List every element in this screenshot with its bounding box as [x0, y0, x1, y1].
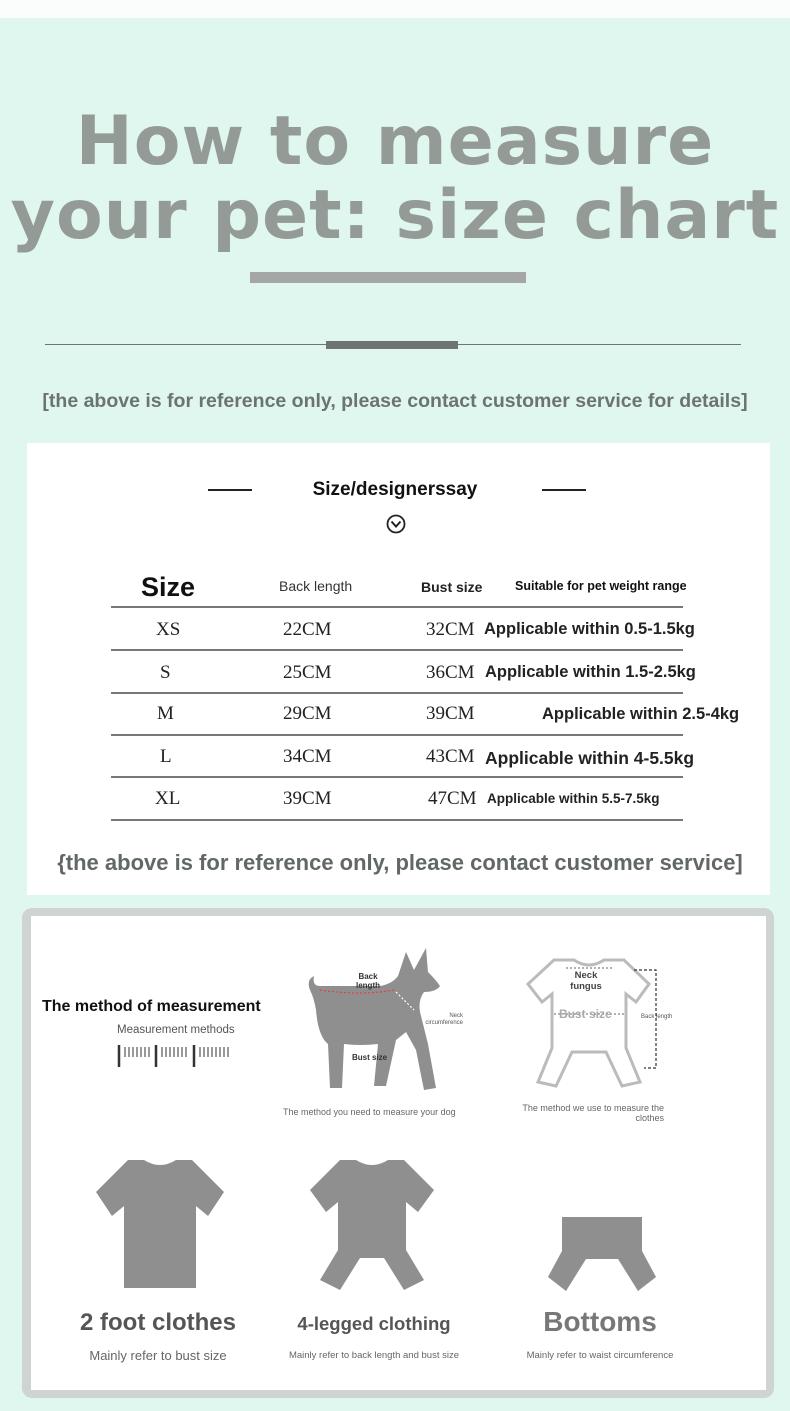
- type-title-2-foot: 2 foot clothes: [79, 1309, 236, 1336]
- header-back-length: Back length: [279, 578, 353, 594]
- type-desc-2-foot: Mainly refer to bust size: [89, 1348, 227, 1363]
- table-cell-bust: 36CM: [426, 662, 475, 683]
- header-size: Size: [141, 572, 196, 602]
- table-cell-weight: Applicable within 4-5.5kg: [485, 748, 695, 768]
- table-line: [111, 692, 683, 694]
- table-cell-size: XL: [155, 788, 181, 809]
- clothes-bust-label: Bust size: [559, 1007, 612, 1021]
- dog-caption: The method you need to measure your dog: [283, 1107, 456, 1117]
- table-line: [111, 734, 683, 736]
- table-cell-bust: 47CM: [428, 788, 477, 809]
- table-cell-size: L: [160, 746, 172, 767]
- header-weight-range: Suitable for pet weight range: [515, 579, 687, 593]
- method-title: The method of measurement: [42, 998, 261, 1015]
- table-cell-back: 39CM: [283, 788, 332, 809]
- card-subtitle: Size/designerssay: [312, 479, 478, 500]
- ruler-label: Measurement methods: [117, 1024, 235, 1036]
- type-desc-4-legged: Mainly refer to back length and bust size: [288, 1350, 460, 1361]
- table-cell-back: 29CM: [283, 703, 332, 724]
- page-title-line-1: How to measure: [75, 102, 715, 181]
- table-cell-size: S: [160, 662, 171, 683]
- table-cell-size: M: [157, 703, 174, 724]
- two-foot-clothes-icon: [94, 1158, 226, 1290]
- header-bust-size: Bust size: [421, 579, 483, 595]
- table-cell-weight: Applicable within 5.5-7.5kg: [487, 791, 660, 806]
- table-cell-back: 34CM: [283, 746, 332, 767]
- dog-bust-label: Bust size: [352, 1053, 388, 1062]
- title-underline: [250, 272, 526, 283]
- table-cell-bust: 32CM: [426, 619, 475, 640]
- type-desc-bottoms: Mainly refer to waist circumference: [526, 1350, 674, 1361]
- reference-note-top: [the above is for reference only, please contact customer service for details]: [42, 390, 748, 412]
- dog-neck-label: Neck circumference: [425, 1013, 463, 1026]
- clothes-back-label: Back length: [641, 1014, 673, 1020]
- clothes-neck-label: Neck fungus: [570, 970, 602, 992]
- type-title-4-legged: 4-legged clothing: [297, 1313, 451, 1334]
- table-cell-back: 22CM: [283, 619, 332, 640]
- clothes-caption: The method we use to measure the clothes: [522, 1103, 664, 1123]
- chevron-down-icon: [386, 514, 406, 534]
- reference-note-bottom: {the above is for reference only, please contact customer service]: [57, 850, 743, 875]
- table-cell-size: XS: [156, 619, 181, 640]
- table-cell-weight: Applicable within 2.5-4kg: [542, 705, 740, 723]
- top-strip: [0, 0, 790, 18]
- four-legged-clothing-icon: [306, 1158, 438, 1292]
- table-cell-bust: 39CM: [426, 703, 475, 724]
- type-title-bottoms: Bottoms: [543, 1306, 657, 1337]
- table-line: [111, 776, 683, 778]
- divider-accent: [326, 341, 458, 349]
- page-title-line-2: your pet: size chart: [10, 176, 780, 255]
- table-cell-weight: Applicable within 0.5-1.5kg: [484, 620, 695, 638]
- table-cell-bust: 43CM: [426, 746, 475, 767]
- ruler-icon: [116, 1043, 232, 1069]
- dog-back-length-label: Back length: [356, 972, 380, 990]
- table-cell-back: 25CM: [283, 662, 332, 683]
- table-line: [111, 649, 683, 651]
- table-cell-weight: Applicable within 1.5-2.5kg: [485, 663, 696, 681]
- table-line: [111, 819, 683, 821]
- table-line: [111, 606, 683, 608]
- bottoms-icon: [546, 1215, 658, 1293]
